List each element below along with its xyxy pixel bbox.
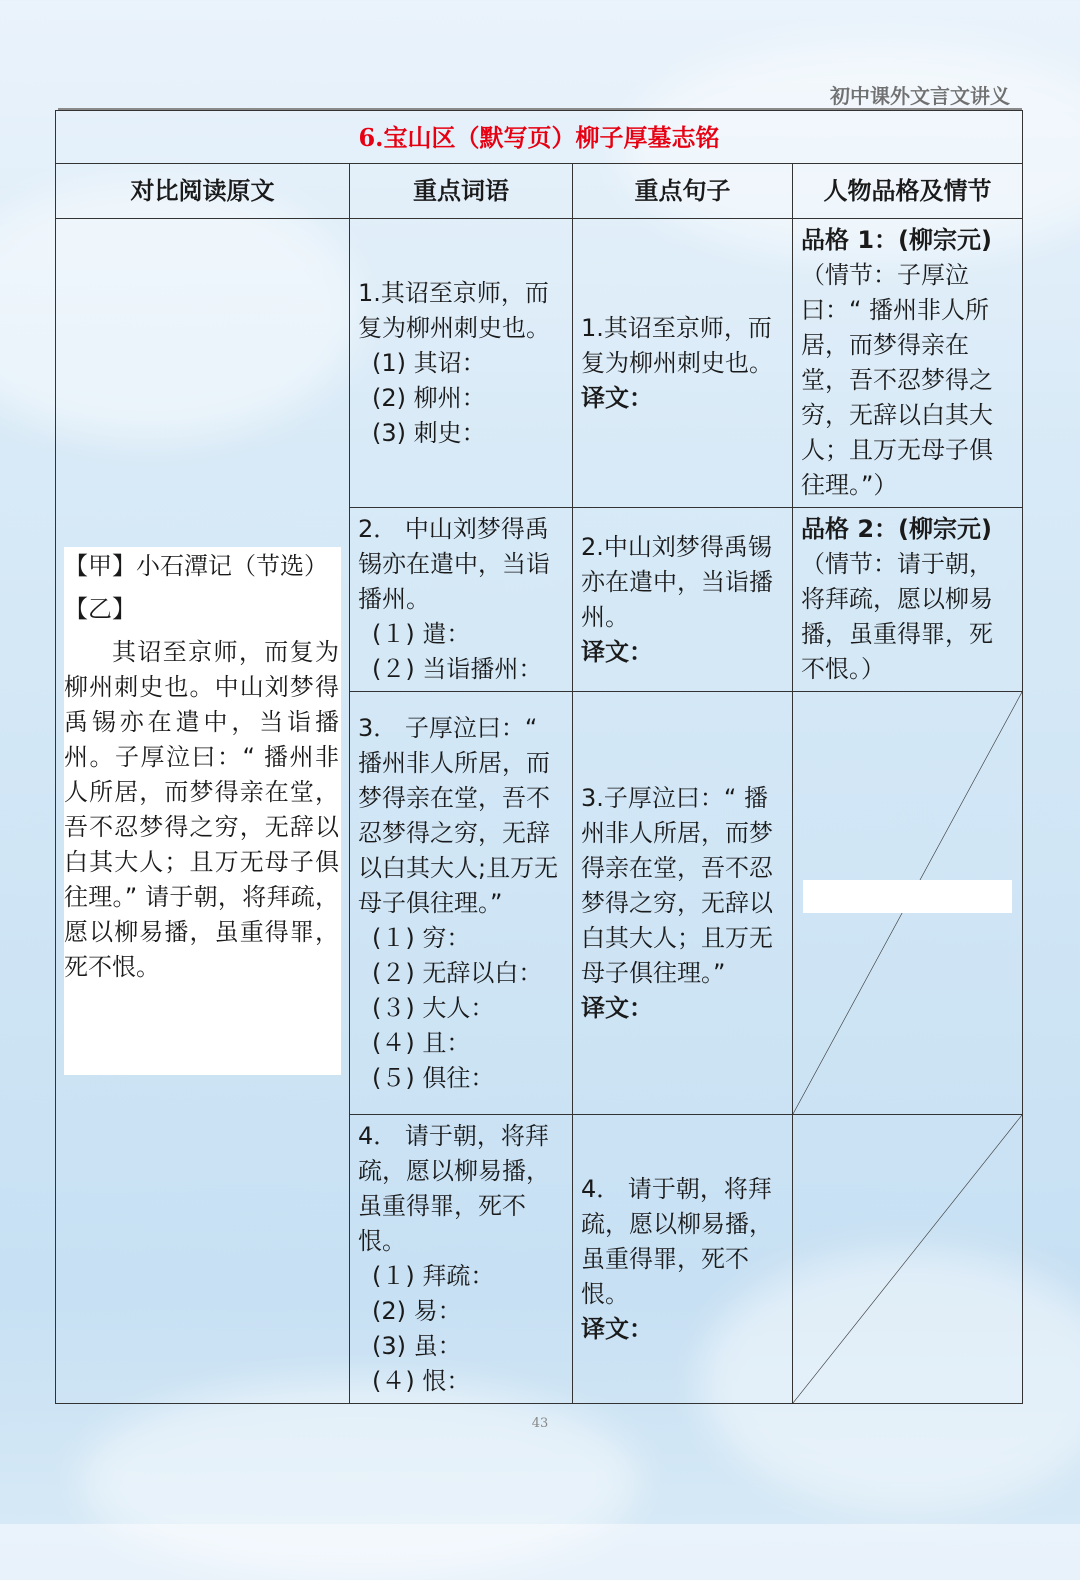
trait-plot: （情节：子厚泣曰：“ 播州非人所居，而梦得亲在堂，吾不忍梦得之穷，无辞以白其大人；且万无母子俱往理。”） xyxy=(801,261,993,499)
key-word-item: (５) 俱往： xyxy=(372,1063,495,1092)
translation-label: 译文： xyxy=(581,637,653,666)
key-sentence-text: 1.其诏至京师，而复为柳州刺史也。 xyxy=(581,313,773,377)
yi-passage: 其诏至京师，而复为柳州刺史也。中山刘梦得禹锡亦在遣中，当诣播州。子厚泣曰：“ 播州非人所居，而梦得亲在堂，吾不忍梦得之穷，无辞以白其大人；且万无母子俱往理。” 请于朝，将拜疏，愿以柳易播，虽重得罪，死不恨。 xyxy=(64,638,339,981)
original-text-cell xyxy=(56,219,350,1404)
column-header-yuanwen: 对比阅读原文 xyxy=(56,164,350,219)
column-header-traits: 人物品格及情节 xyxy=(793,164,1023,219)
traits-cell-1 xyxy=(793,219,1023,508)
key-word-item: (3) 虽： xyxy=(372,1332,462,1360)
key-sentence-text: 4． 请于朝，将拜疏，愿以柳易播，虽重得罪，死不恨。 xyxy=(581,1174,773,1308)
key-word-item: (２) 无辞以白： xyxy=(372,958,543,987)
trait-plot: （情节：请于朝，将拜疏，愿以柳易播，虽重得罪，死不恨。） xyxy=(801,550,993,683)
key-word-item: (2) 柳州： xyxy=(372,383,486,412)
key-words-sentence: 4． 请于朝，将拜疏，愿以柳易播，虽重得罪，死不恨。 xyxy=(358,1122,550,1255)
column-header-words: 重点词语 xyxy=(350,164,573,219)
key-word-item: (１) 穷： xyxy=(372,923,471,952)
key-word-item: (１) 遣： xyxy=(372,620,471,648)
key-words-sentence: 3． 子厚泣曰：“ 播州非人所居，而梦得亲在堂，吾不忍梦得之穷，无辞以白其大人;且万无母子俱往理。” xyxy=(358,713,559,917)
jia-heading: 【甲】小石潭记（节选） xyxy=(64,552,328,580)
page-title: 6.宝山区（默写页）柳子厚墓志铭 xyxy=(56,111,1023,164)
yi-heading: 【乙】 xyxy=(64,595,136,623)
key-words-cell-1 xyxy=(350,219,573,508)
translation-label: 译文： xyxy=(581,993,653,1022)
key-word-item: (４) 且： xyxy=(372,1028,471,1057)
column-header-sentences: 重点句子 xyxy=(573,164,793,219)
diagonal-strike xyxy=(793,1115,1022,1403)
key-word-item: (３) 大人： xyxy=(372,993,495,1022)
lecture-table xyxy=(55,110,1023,1404)
key-word-item: (２) 当诣播州： xyxy=(372,655,543,683)
key-word-item: (１) 拜疏： xyxy=(372,1262,495,1290)
blank-traits-cell-3 xyxy=(793,692,1023,1115)
key-words-cell-2 xyxy=(350,508,573,692)
translation-label: 译文： xyxy=(581,383,653,412)
key-sentence-cell-4 xyxy=(573,1115,793,1404)
key-word-item: (3) 刺史： xyxy=(372,418,486,447)
translation-label: 译文： xyxy=(581,1314,653,1343)
key-word-item: (４) 恨： xyxy=(372,1367,471,1395)
header-note: 初中课外文言文讲义 xyxy=(830,84,1010,108)
traits-cell-2 xyxy=(793,508,1023,692)
trait-title: 品格 2：(柳宗元) xyxy=(801,515,992,543)
key-word-item: (1) 其诏： xyxy=(372,348,486,377)
key-words-sentence: 1.其诏至京师，而复为柳州刺史也。 xyxy=(358,278,550,342)
key-sentence-cell-3 xyxy=(573,692,793,1115)
key-words-cell-3 xyxy=(350,692,573,1115)
key-words-sentence: 2． 中山刘梦得禹锡亦在遣中，当诣播州。 xyxy=(358,515,550,613)
key-sentence-text: 2.中山刘梦得禹锡亦在遣中，当诣播州。 xyxy=(581,532,773,631)
key-sentence-text: 3.子厚泣曰：“ 播州非人所居，而梦得亲在堂，吾不忍梦得之穷，无辞以白其大人；且万无母子俱往理。” xyxy=(581,783,773,987)
key-sentence-cell-1 xyxy=(573,219,793,508)
key-words-cell-4 xyxy=(350,1115,573,1404)
key-word-item: (2) 易： xyxy=(372,1297,462,1325)
page-number: 43 xyxy=(531,1416,549,1431)
blank-traits-cell-4 xyxy=(793,1115,1023,1404)
key-sentence-cell-2 xyxy=(573,508,793,692)
original-text-box xyxy=(64,547,341,1075)
trait-title: 品格 1：(柳宗元) xyxy=(801,226,992,254)
white-redaction-bar xyxy=(803,880,1012,913)
